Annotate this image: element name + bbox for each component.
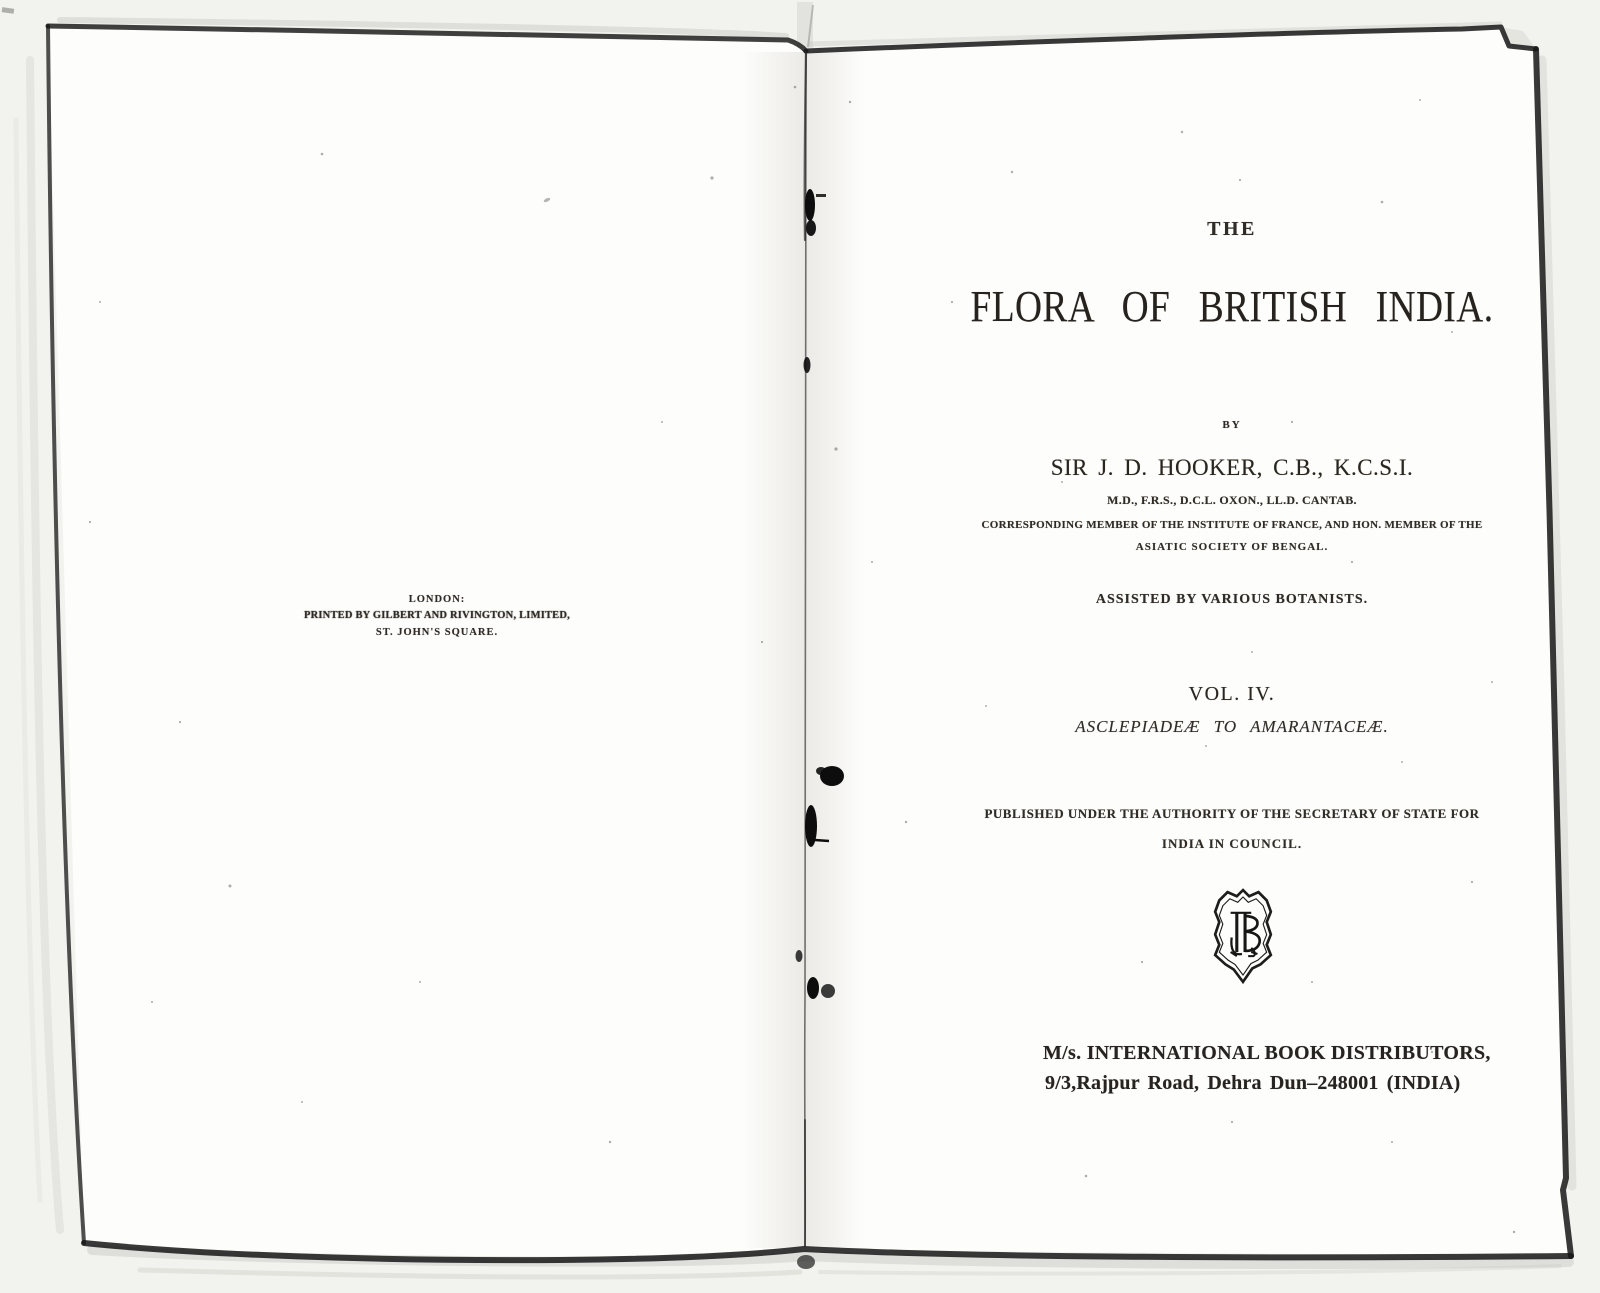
imprint-address: ST. JOHN'S SQUARE. — [375, 627, 499, 638]
authority-line2: INDIA IN COUNCIL. — [1161, 836, 1303, 851]
author-degrees: M.D., F.R.S., D.C.L. OXON., LL.D. CANTAB. — [1107, 493, 1357, 507]
volume-number: VOL. IV. — [1188, 683, 1276, 705]
authority-line1: PUBLISHED UNDER THE AUTHORITY OF THE SECRETARY OF STATE FOR — [984, 806, 1480, 821]
crest-monogram — [1231, 913, 1260, 956]
author-name: SIR J. D. HOOKER, C.B., K.C.S.I. — [1050, 455, 1414, 480]
imprint-printer: PRINTED BY GILBERT AND RIVINGTON, LIMITED, — [303, 610, 570, 621]
book-title: FLORA OF BRITISH INDIA. — [970, 282, 1494, 331]
byline-label: BY — [1222, 419, 1242, 431]
author-memberships-line2: ASIATIC SOCIETY OF BENGAL. — [1135, 541, 1329, 553]
publisher-address: 9/3,Rajpur Road, Dehra Dun–248001 (INDIA) — [1045, 1072, 1461, 1094]
publisher-name: M/s. INTERNATIONAL BOOK DISTRIBUTORS, — [1043, 1042, 1491, 1064]
imprint-city: LONDON: — [408, 594, 466, 605]
publisher-crest-icon — [1210, 884, 1276, 989]
series-word: THE — [1207, 218, 1257, 240]
author-memberships-line1: CORRESPONDING MEMBER OF THE INSTITUTE OF FRANCE, AND HON. MEMBER OF THE — [981, 519, 1483, 531]
volume-contents: ASCLEPIADEÆ TO AMARANTACEÆ. — [1075, 717, 1389, 736]
assisted-by-line: ASSISTED BY VARIOUS BOTANISTS. — [1095, 592, 1369, 607]
